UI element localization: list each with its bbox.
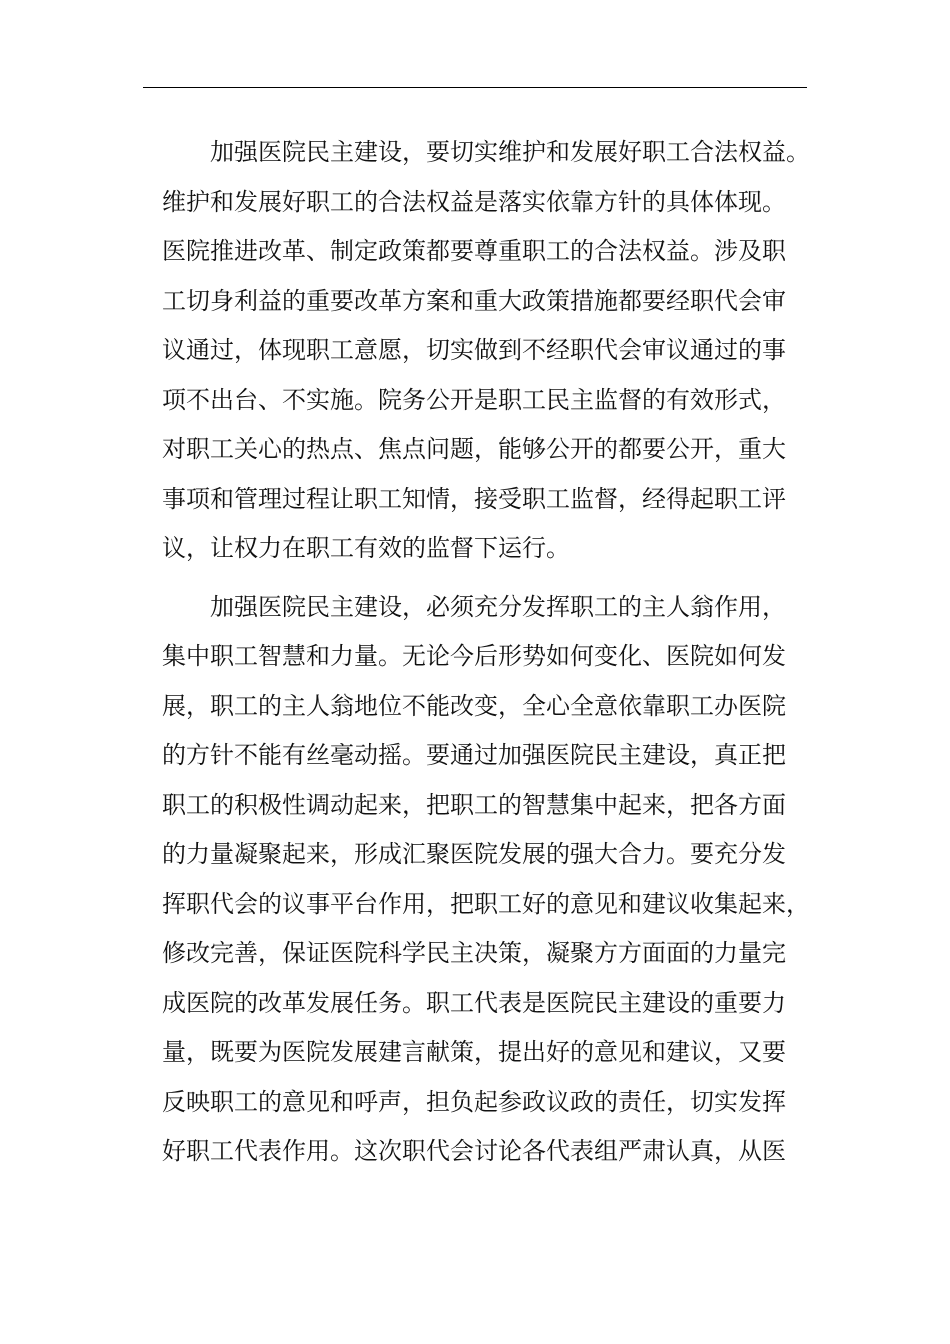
paragraph-line: 加强医院民主建设，必须充分发挥职工的主人翁作用，: [210, 592, 786, 621]
paragraph-line: 好职工代表作用。这次职代会讨论各代表组严肃认真，从医: [162, 1137, 786, 1165]
paragraph-line: 医院推进改革、制定政策都要尊重职工的合法权益。涉及职: [162, 237, 786, 265]
paragraph-line: 项不出台、不实施。院务公开是职工民主监督的有效形式，: [162, 385, 786, 414]
paragraph-2: [162, 583, 810, 1177]
paragraph-line: 工切身利益的重要改革方案和重大政策措施都要经职代会审: [162, 286, 786, 315]
paragraph-line: 量，既要为医院发展建言献策，提出好的意见和建议，又要: [162, 1038, 786, 1066]
paragraph-line: 修改完善，保证医院科学民主决策，凝聚方方面面的力量完: [162, 939, 786, 967]
paragraph-line: 事项和管理过程让职工知情，接受职工监督，经得起职工评: [162, 484, 786, 513]
paragraph-line: 议，让权力在职工有效的监督下运行。: [162, 534, 570, 562]
paragraph-line: 的方针不能有丝毫动摇。要通过加强医院民主建设，真正把: [162, 741, 786, 769]
paragraph-line: 的力量凝聚起来，形成汇聚医院发展的强大合力。要充分发: [162, 840, 786, 868]
paragraph-line: 议通过，体现职工意愿，切实做到不经职代会审议通过的事: [162, 336, 786, 364]
paragraph-line: 职工的积极性调动起来，把职工的智慧集中起来，把各方面: [162, 790, 786, 819]
paragraph-line: 维护和发展好职工的合法权益是落实依靠方针的具体体现。: [162, 187, 786, 216]
paragraph-line: 展，职工的主人翁地位不能改变，全心全意依靠职工办医院: [162, 691, 786, 720]
paragraph-line: 集中职工智慧和力量。无论今后形势如何变化、医院如何发: [162, 642, 786, 670]
body-text: [162, 128, 810, 1186]
paragraph-1: [162, 128, 810, 574]
paragraph-line: 反映职工的意见和呼声，担负起参政议政的责任，切实发挥: [162, 1087, 786, 1116]
paragraph-line: 挥职代会的议事平台作用，把职工好的意见和建议收集起来，: [162, 889, 810, 918]
paragraph-line: 加强医院民主建设，要切实维护和发展好职工合法权益。: [210, 138, 810, 166]
paragraph-line: 对职工关心的热点、焦点问题，能够公开的都要公开，重大: [162, 435, 786, 463]
paragraph-line: 成医院的改革发展任务。职工代表是医院民主建设的重要力: [162, 988, 786, 1017]
header-rule: [143, 87, 807, 88]
